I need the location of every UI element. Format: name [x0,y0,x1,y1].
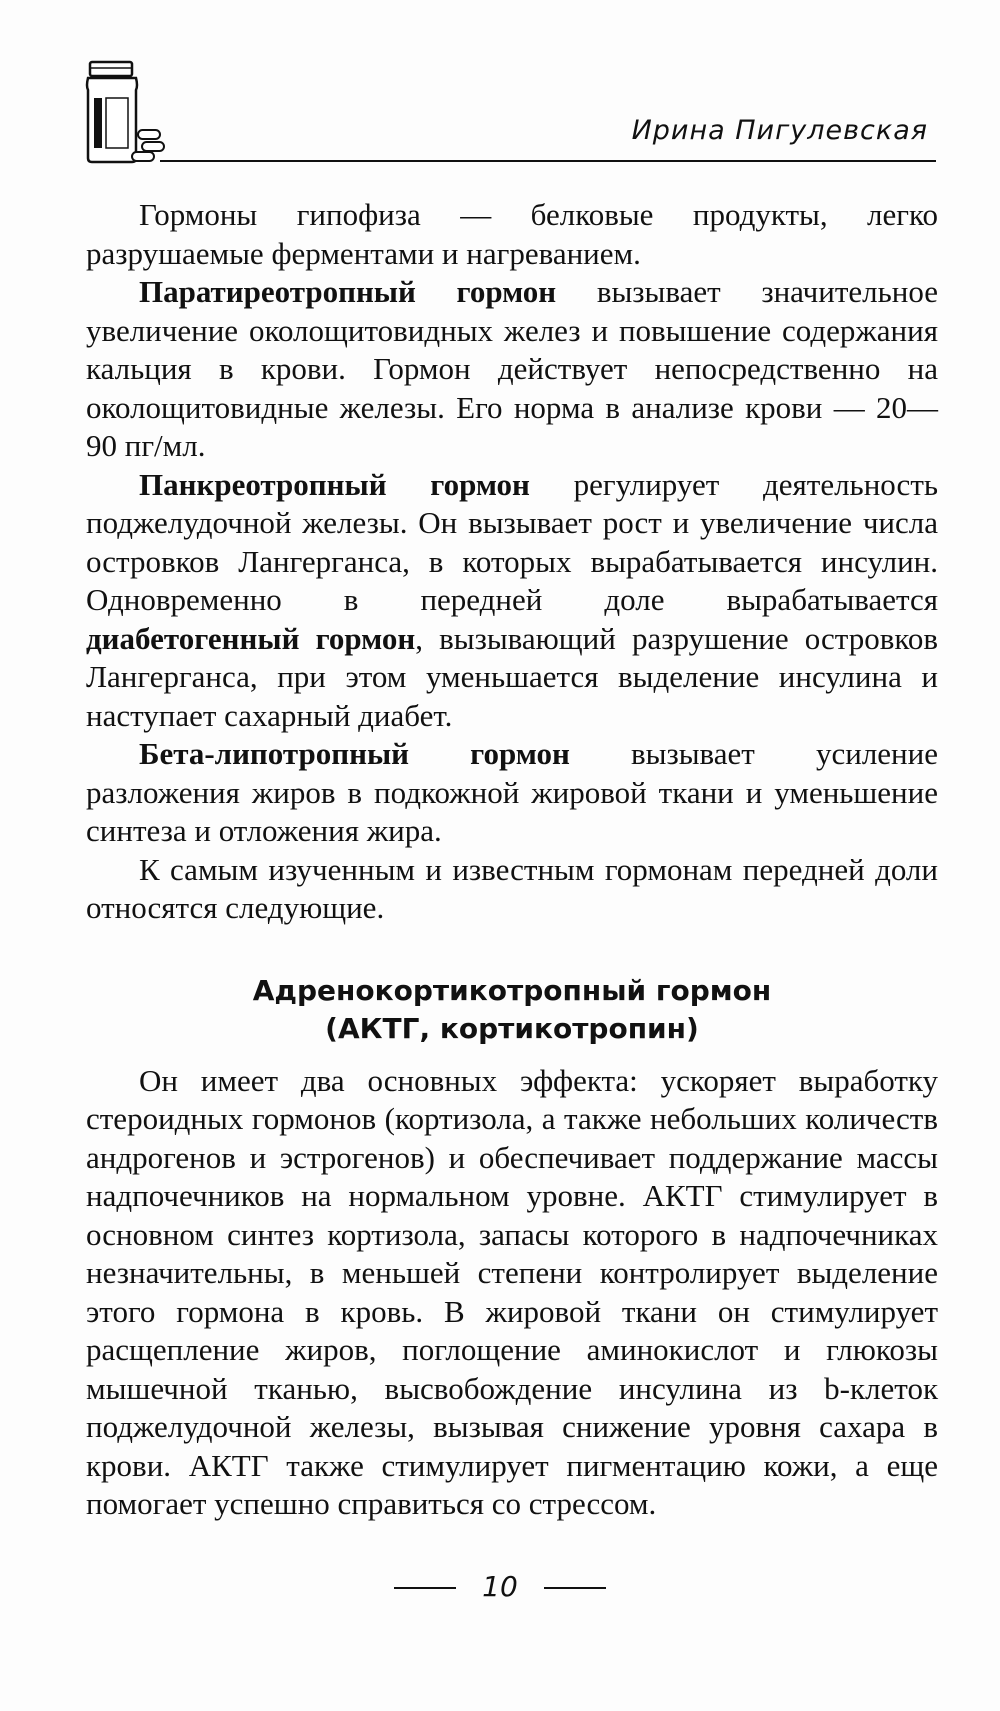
paragraph-intro [86,196,938,273]
page-footer [0,1570,1000,1603]
footer-dash-left [394,1587,456,1589]
section-heading [86,972,938,1048]
paragraph-text: , вызывающий разрушение островков Лангерганса, при этом уменьшается выделение инсулина и наступает сахарный диабет. [86,620,938,733]
paragraph-pancreotropic [86,466,938,736]
term-bold: Панкреотропный гормон [139,466,530,502]
paragraph-text: вызывает значительное увеличение околощитовидных желез и повышение содержания кальция в крови. Гормон действует непосредственно на околощитовидные железы. Его норма в анализе крови — 20—90 пг/мл. [86,274,938,463]
author-name: Ирина Пигулевская [631,115,928,146]
paragraph-text: К самым изученным и известным гормонам передней доли относятся следующие. [86,851,938,925]
page-number: 10 [482,1570,518,1603]
paragraph-acth [86,1062,938,1524]
term-bold: диабетогенный гормон [86,620,416,656]
paragraph-text: регулирует деятельность поджелудочной железы. Он вызывает рост и увеличение числа островков Лангерганса, в которых вырабатывается инсулин. Одновременно в передней доле вырабатывается [86,466,938,617]
body-text [86,196,938,1524]
term-bold: Бета-липотропный гормон [139,736,570,771]
section-title-line1: Адренокортикотропный гормон [252,973,772,1007]
paragraph-parathyrotropic [86,273,938,466]
paragraph-beta-lipotropic [86,735,938,851]
section-title-line2: (АКТГ, кортикотропин) [325,1011,699,1045]
footer-dash-right [544,1587,606,1589]
paragraph-text: вызывает усиление разложения жиров в подкожной жировой ткани и уменьшение синтеза и отложения жира. [86,736,938,848]
paragraph-text: Он имеет два основных эффекта: ускоряет выработку стероидных гормонов (кортизола, а также небольших количеств андрогенов и эстрогенов) и обеспечивает поддержание массы надпочечников на нормальном уровне. АКТГ стимулирует в основном синтез кортизола, запасы которого в надпочечниках незначительны, в меньшей степени контролирует выделение этого гормона в кровь. В жировой ткани он стимулирует расщепление жиров, поглощение аминокислот и глюкозы мышечной тканью, высвобождение инсулина из b-клеток поджелудочной железы, вызывая снижение уровня сахара в крови. АКТГ также стимулирует пигментацию кожи, а еще помогает успешно справиться со стрессом. [86,1062,938,1521]
paragraph-text: Гормоны гипофиза — белковые продукты, легко разрушаемые ферментами и нагреванием. [86,197,938,271]
paragraph-anterior-lobe [86,851,938,928]
header-rule [160,160,936,162]
medicine-bottle-icon [82,58,172,170]
term-bold: Паратиреотропный гормон [139,274,557,309]
